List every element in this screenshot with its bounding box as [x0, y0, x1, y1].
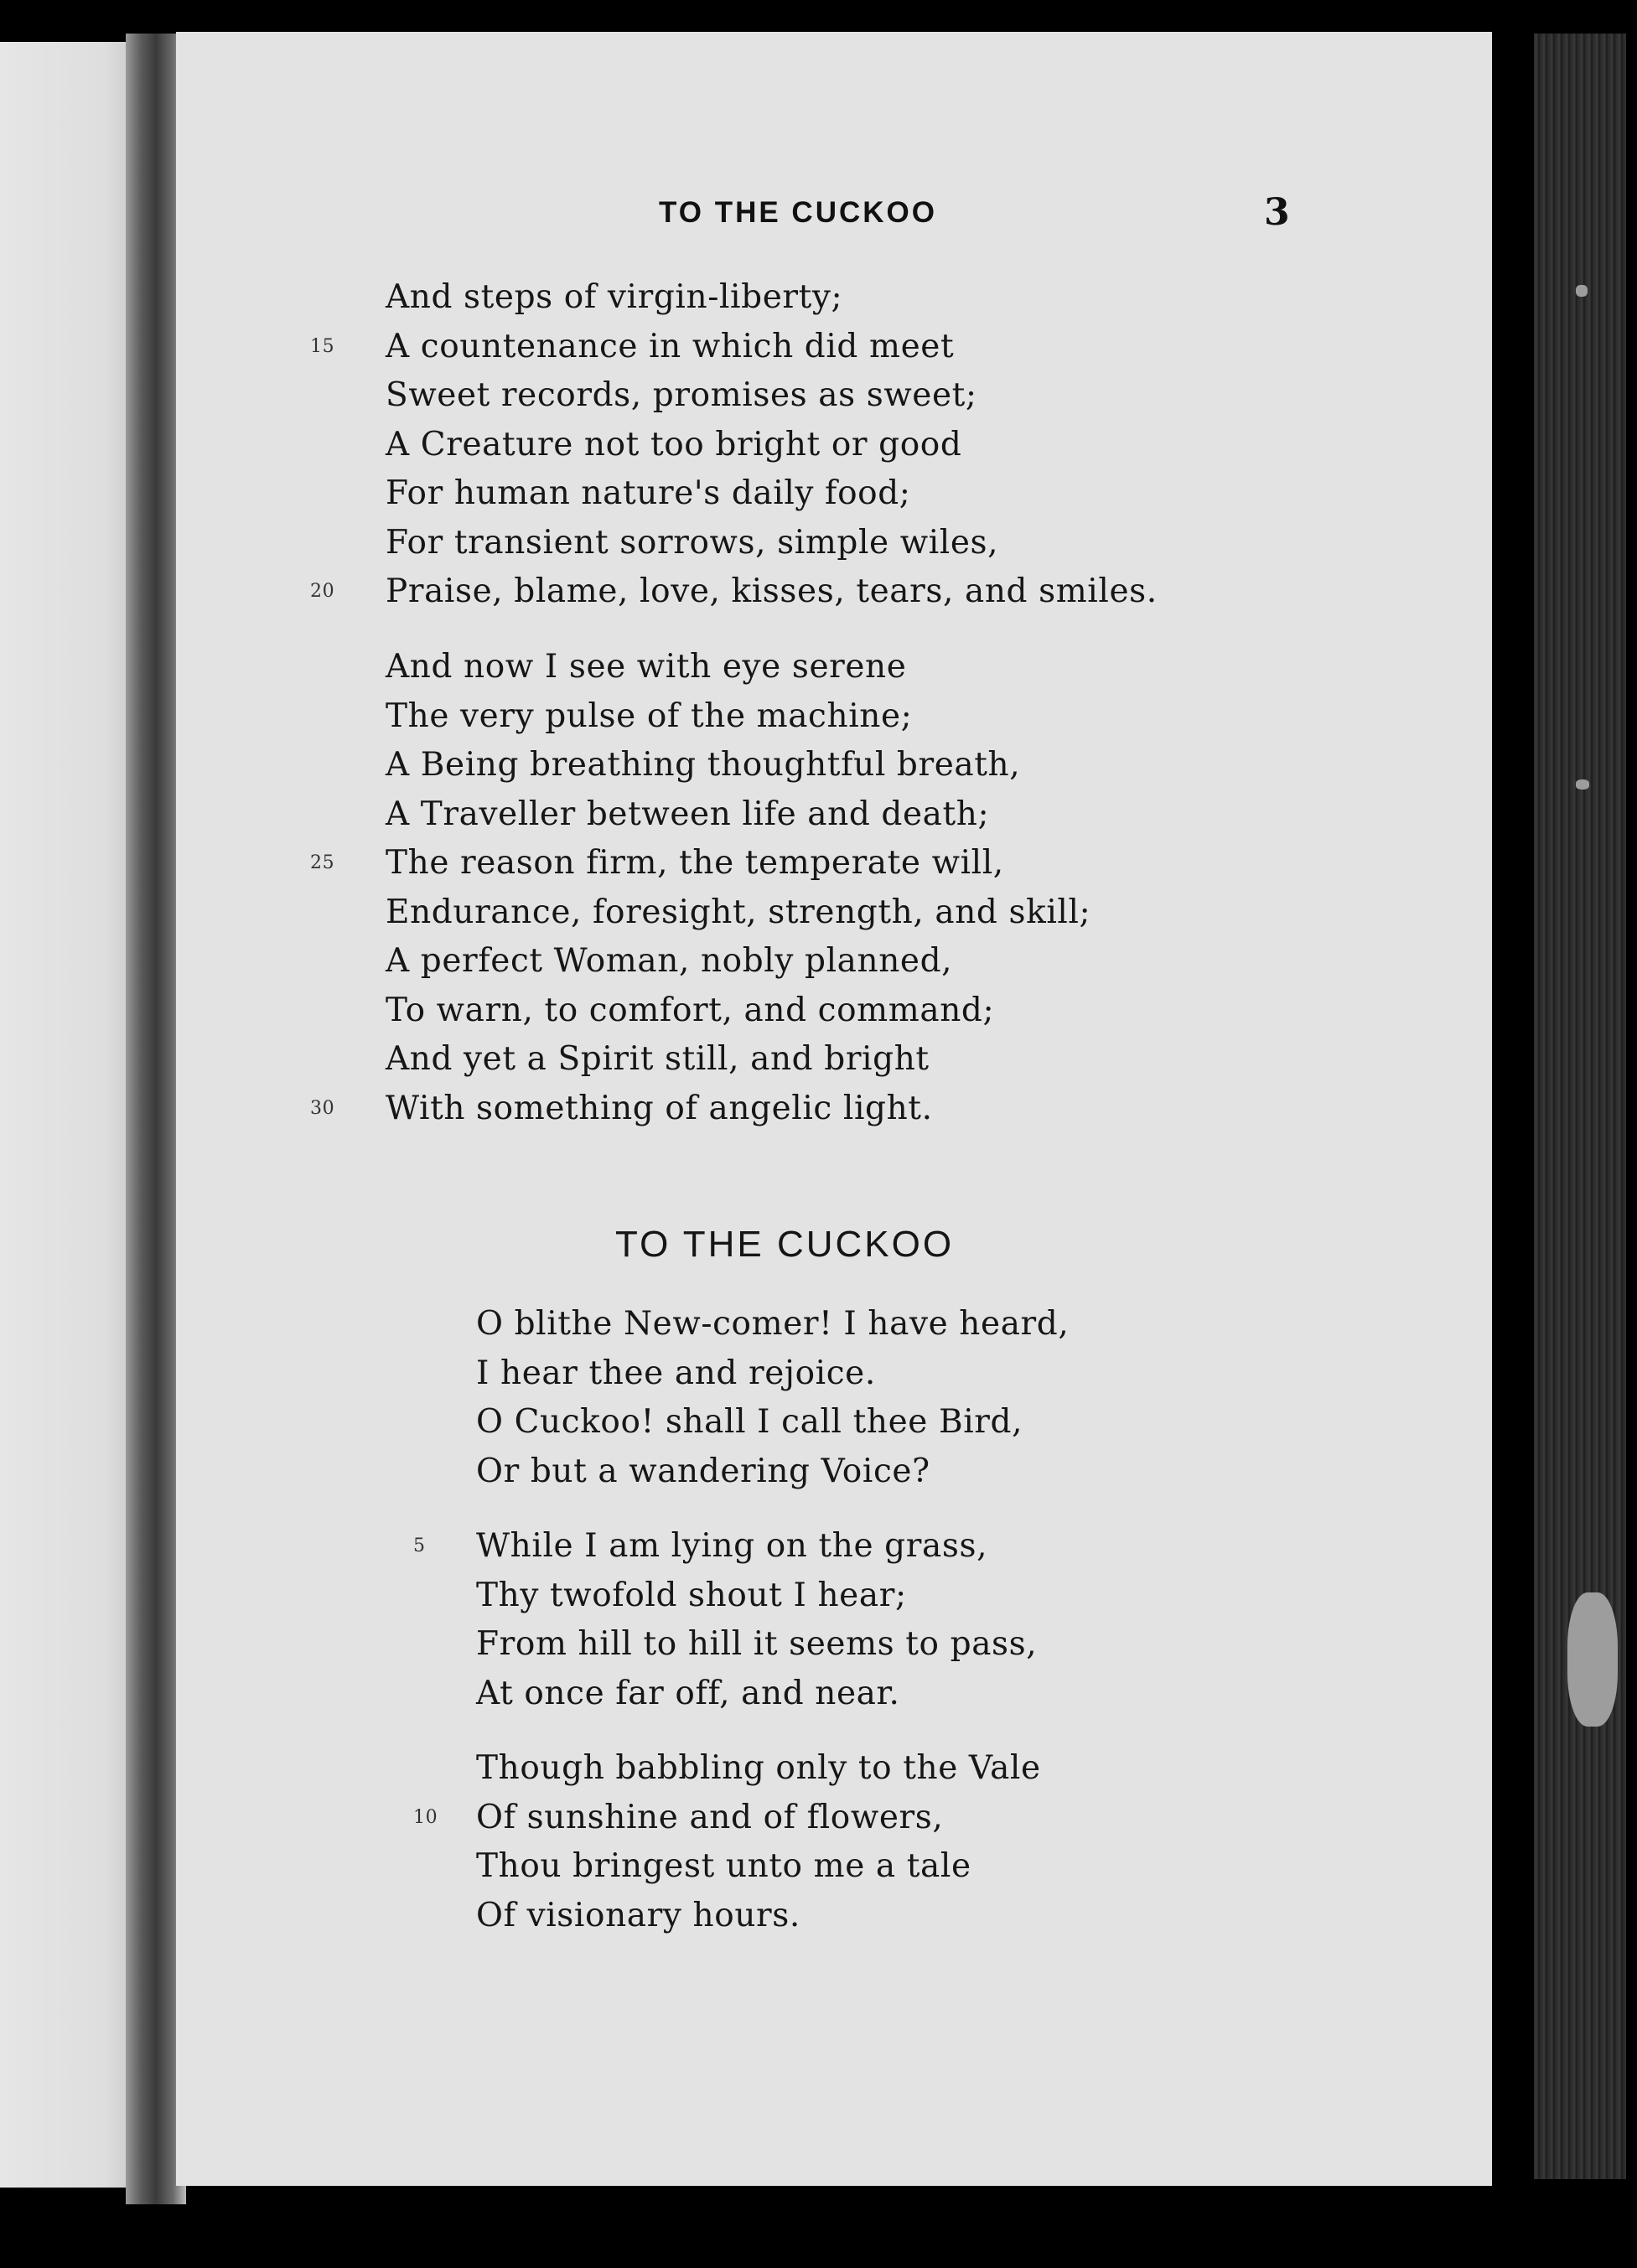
- verse-text: From hill to hill it seems to pass,: [476, 1625, 1038, 1663]
- verse-text: The reason firm, the temperate will,: [386, 844, 1004, 882]
- verse-line: [310, 1085, 1090, 1134]
- verse-line: [413, 1794, 1041, 1843]
- verse-text: And yet a Spirit still, and bright: [386, 1040, 930, 1078]
- verse-text: Thou bringest unto me a tale: [476, 1847, 971, 1885]
- page-stain: [1567, 1592, 1618, 1727]
- verse-line: [386, 643, 1090, 692]
- line-number: 20: [310, 581, 335, 602]
- verse-line: [413, 1522, 1037, 1572]
- verse-line: [386, 888, 1090, 938]
- verse-text: And steps of virgin-liberty;: [386, 278, 843, 316]
- verse-line: [476, 1744, 1041, 1794]
- verse-line: [386, 741, 1090, 790]
- verse-text: A Creature not too bright or good: [386, 425, 962, 463]
- verse-text: A Traveller between life and death;: [386, 795, 990, 833]
- verse-text: Thy twofold shout I hear;: [476, 1576, 907, 1614]
- verse-text: O Cuckoo! shall I call thee Bird,: [476, 1403, 1023, 1441]
- verse-text: With something of angelic light.: [386, 1089, 933, 1127]
- verse-line: [310, 839, 1090, 888]
- poem-stanza: [476, 1300, 1069, 1496]
- verse-text: Praise, blame, love, kisses, tears, and smiles.: [386, 572, 1158, 610]
- verse-text: Though babbling only to the Vale: [476, 1749, 1041, 1787]
- verse-text: A Being breathing thoughtful breath,: [386, 746, 1021, 784]
- verse-line: [476, 1398, 1069, 1447]
- poem-stanza: [413, 1522, 1038, 1718]
- verse-line: [476, 1572, 1037, 1621]
- verse-text: For human nature's daily food;: [386, 474, 911, 512]
- verse-line: [476, 1349, 1069, 1399]
- page-number: 3: [1264, 191, 1290, 234]
- page-speck: [1576, 285, 1588, 297]
- line-number: 10: [413, 1806, 438, 1828]
- verse-text: Sweet records, promises as sweet;: [386, 376, 977, 414]
- verse-text: While I am lying on the grass,: [476, 1527, 988, 1565]
- verse-line: [310, 323, 1158, 372]
- verse-line: [386, 790, 1090, 840]
- page-speck: [1576, 779, 1589, 790]
- running-head: TO THE CUCKOO: [659, 196, 937, 229]
- verse-text: To warn, to comfort, and command;: [386, 991, 995, 1029]
- poem-stanza: [413, 1744, 1041, 1940]
- verse-line: [386, 421, 1158, 470]
- verse-line: [386, 1035, 1090, 1085]
- verse-line: [476, 1842, 1041, 1892]
- verse-text: At once far off, and near.: [476, 1674, 900, 1712]
- line-number: 5: [413, 1535, 426, 1556]
- verse-line: [386, 519, 1158, 568]
- verse-text: Or but a wandering Voice?: [476, 1452, 930, 1490]
- verse-line: [386, 986, 1090, 1036]
- verse-line: [476, 1447, 1069, 1497]
- verse-text: Endurance, foresight, strength, and skill;: [386, 893, 1091, 931]
- verse-text: And now I see with eye serene: [386, 648, 907, 686]
- verse-text: I hear thee and rejoice.: [476, 1354, 876, 1392]
- verse-text: A perfect Woman, nobly planned,: [386, 942, 953, 980]
- verse-text: A countenance in which did meet: [386, 327, 955, 365]
- verse-line: [386, 273, 1158, 323]
- verse-line: [386, 371, 1158, 421]
- poem-stanza: [310, 273, 1158, 617]
- line-number: 15: [310, 335, 335, 357]
- verse-text: For transient sorrows, simple wiles,: [386, 523, 999, 562]
- verse-line: [476, 1300, 1069, 1349]
- verse-line: [476, 1670, 1037, 1719]
- poem-title: TO THE CUCKOO: [615, 1224, 955, 1265]
- verse-line: [386, 692, 1090, 742]
- verse-text: Of visionary hours.: [476, 1896, 800, 1934]
- verse-line: [310, 567, 1158, 617]
- book-edge: [1534, 34, 1626, 2179]
- verse-line: [476, 1892, 1041, 1941]
- verse-line: [476, 1620, 1037, 1670]
- verse-line: [386, 937, 1090, 986]
- verse-text: Of sunshine and of flowers,: [476, 1798, 944, 1836]
- verse-text: O blithe New-comer! I have heard,: [476, 1305, 1070, 1343]
- verse-text: The very pulse of the machine;: [386, 696, 913, 735]
- verse-line: [386, 469, 1158, 519]
- facing-page-edge: [0, 42, 130, 2188]
- poem-stanza: [310, 643, 1091, 1133]
- line-number: 25: [310, 852, 335, 873]
- line-number: 30: [310, 1097, 335, 1119]
